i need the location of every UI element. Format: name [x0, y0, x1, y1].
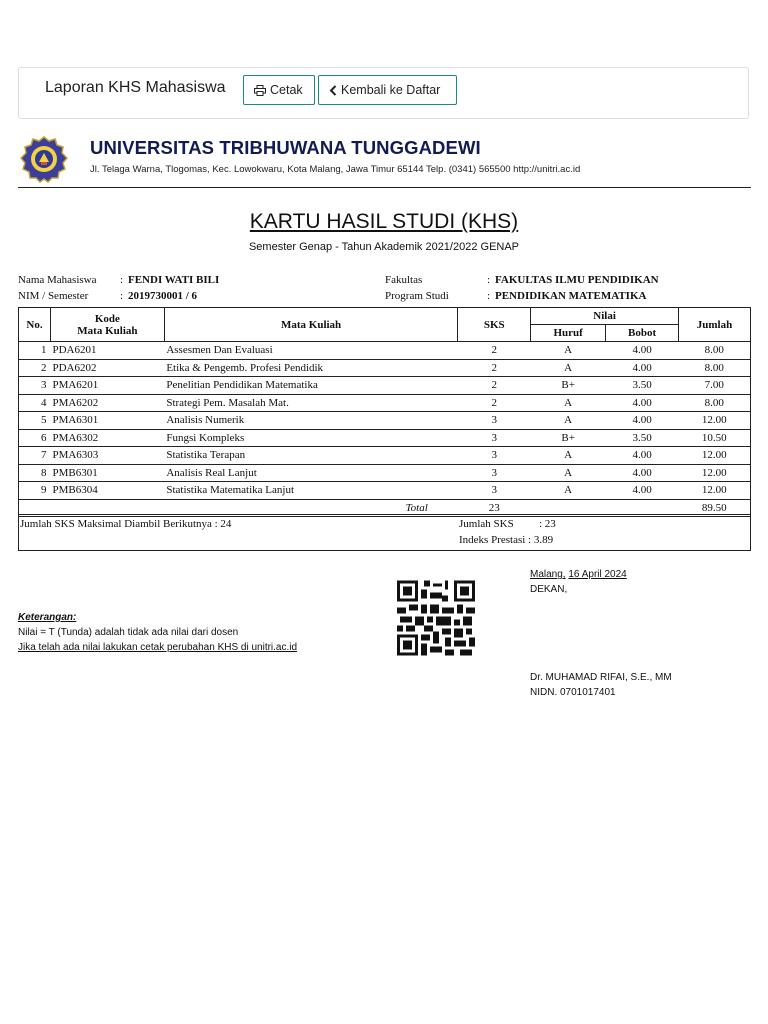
header-jumlah: Jumlah	[679, 308, 751, 342]
back-label: Kembali ke Daftar	[341, 83, 441, 97]
signature-name: Dr. MUHAMAD RIFAI, S.E., MM	[530, 672, 672, 683]
table-row	[19, 464, 751, 482]
table-row	[19, 482, 751, 500]
grades-table	[18, 307, 751, 517]
university-name: UNIVERSITAS TRIBHUWANA TUNGGADEWI	[90, 137, 481, 158]
cell-kode: PMA6303	[50, 447, 164, 465]
cell-bobot: 4.00	[606, 464, 679, 482]
cell-jumlah: 12.00	[679, 464, 751, 482]
cell-bobot: 4.00	[606, 394, 679, 412]
table-row	[19, 394, 751, 412]
cell-huruf: A	[531, 464, 606, 482]
cell-sks: 2	[458, 394, 531, 412]
table-row	[19, 447, 751, 465]
keterangan-line1: Nilai = T (Tunda) adalah tidak ada nilai dari dosen	[18, 627, 239, 638]
print-button[interactable]	[243, 75, 315, 105]
header-mata-kuliah: Mata Kuliah	[164, 308, 457, 342]
cell-jumlah: 10.50	[679, 429, 751, 447]
cell-sks: 3	[458, 464, 531, 482]
header-nilai: Nilai	[531, 308, 679, 325]
document-title: KARTU HASIL STUDI (KHS)	[249, 210, 519, 233]
table-row	[19, 412, 751, 430]
table-row	[19, 429, 751, 447]
total-jumlah: 89.50	[679, 499, 751, 517]
cell-bobot: 4.00	[606, 482, 679, 500]
table-row	[19, 359, 751, 377]
cell-kode: PMB6301	[50, 464, 164, 482]
student-nim: 2019730001 / 6	[128, 290, 198, 302]
jumlah-sks-label: Jumlah SKS	[459, 518, 514, 530]
cell-mata-kuliah: Fungsi Kompleks	[164, 429, 457, 447]
cell-sks: 3	[458, 482, 531, 500]
cell-huruf: A	[531, 359, 606, 377]
signature-position: DEKAN,	[530, 584, 568, 595]
university-logo	[18, 135, 70, 183]
cell-jumlah: 12.00	[679, 447, 751, 465]
cell-kode: PDA6202	[50, 359, 164, 377]
signature-place-date	[530, 569, 627, 580]
cell-kode: PMA6301	[50, 412, 164, 430]
cell-kode: PMA6302	[50, 429, 164, 447]
cell-huruf: A	[531, 342, 606, 360]
cell-huruf: A	[531, 447, 606, 465]
letterhead	[18, 135, 751, 188]
header-kode-line1: Kode	[94, 312, 120, 325]
cell-mata-kuliah: Analisis Real Lanjut	[164, 464, 457, 482]
cell-bobot: 4.00	[606, 447, 679, 465]
header-kode-line2: Mata Kuliah	[77, 324, 138, 337]
header-no: No.	[19, 308, 51, 342]
report-toolbar	[18, 67, 749, 119]
back-to-list-button[interactable]	[318, 75, 457, 105]
header-huruf: Huruf	[531, 325, 606, 342]
header-kode	[50, 308, 164, 342]
cell-huruf: A	[531, 412, 606, 430]
cell-mata-kuliah: Penelitian Pendidikan Matematika	[164, 377, 457, 395]
indeks-prestasi: Indeks Prestasi : 3.89	[459, 534, 554, 546]
cell-sks: 2	[458, 359, 531, 377]
cell-jumlah: 8.00	[679, 342, 751, 360]
cell-no: 8	[19, 464, 51, 482]
qr-code	[397, 580, 475, 656]
university-address: Jl. Telaga Warna, Tlogomas, Kec. Lowokwaru, Kota Malang, Jawa Timur 65144 Telp. (0341) 565500 http://unitri.ac.id	[90, 164, 581, 175]
cell-mata-kuliah: Statistika Matematika Lanjut	[164, 482, 457, 500]
cell-no: 7	[19, 447, 51, 465]
nim-colon: :	[120, 290, 124, 302]
cell-huruf: B+	[531, 377, 606, 395]
table-row	[19, 342, 751, 360]
cell-no: 5	[19, 412, 51, 430]
student-program: PENDIDIKAN MATEMATIKA	[495, 290, 647, 302]
cell-no: 1	[19, 342, 51, 360]
keterangan-line2[interactable]: Jika telah ada nilai lakukan cetak perubahan KHS di unitri.ac.id	[18, 642, 298, 653]
summary-box	[18, 514, 751, 551]
report-title: Laporan KHS Mahasiswa	[45, 79, 226, 96]
signature-place: Malang,	[530, 569, 566, 580]
cell-sks: 3	[458, 429, 531, 447]
cell-jumlah: 7.00	[679, 377, 751, 395]
signature-nidn: NIDN. 0701017401	[530, 687, 616, 698]
cell-bobot: 3.50	[606, 429, 679, 447]
signature-date: 16 April 2024	[568, 569, 627, 580]
cell-no: 4	[19, 394, 51, 412]
chevron-left-icon	[329, 85, 337, 96]
table-row	[19, 377, 751, 395]
name-label: Nama Mahasiswa	[18, 274, 97, 286]
cell-mata-kuliah: Analisis Numerik	[164, 412, 457, 430]
print-label: Cetak	[270, 83, 303, 97]
keterangan-title: Keterangan:	[18, 612, 77, 623]
total-label: Total	[19, 499, 458, 517]
cell-kode: PDA6201	[50, 342, 164, 360]
header-bobot: Bobot	[606, 325, 679, 342]
cell-huruf: B+	[531, 429, 606, 447]
cell-sks: 3	[458, 447, 531, 465]
cell-mata-kuliah: Etika & Pengemb. Profesi Pendidik	[164, 359, 457, 377]
cell-huruf: A	[531, 394, 606, 412]
program-colon: :	[487, 290, 491, 302]
cell-kode: PMA6201	[50, 377, 164, 395]
cell-jumlah: 12.00	[679, 412, 751, 430]
student-faculty: FAKULTAS ILMU PENDIDIKAN	[495, 274, 659, 286]
print-icon	[254, 85, 266, 96]
name-colon: :	[120, 274, 124, 286]
cell-mata-kuliah: Statistika Terapan	[164, 447, 457, 465]
cell-jumlah: 8.00	[679, 394, 751, 412]
cell-bobot: 4.00	[606, 412, 679, 430]
student-name: FENDI WATI BILI	[128, 274, 220, 286]
cell-kode: PMB6304	[50, 482, 164, 500]
cell-huruf: A	[531, 482, 606, 500]
cell-bobot: 3.50	[606, 377, 679, 395]
cell-no: 6	[19, 429, 51, 447]
header-sks: SKS	[458, 308, 531, 342]
cell-jumlah: 12.00	[679, 482, 751, 500]
nim-label: NIM / Semester	[18, 290, 89, 302]
cell-no: 3	[19, 377, 51, 395]
cell-mata-kuliah: Strategi Pem. Masalah Mat.	[164, 394, 457, 412]
faculty-colon: :	[487, 274, 491, 286]
document-subtitle: Semester Genap - Tahun Akademik 2021/2022 GENAP	[248, 241, 520, 253]
cell-sks: 2	[458, 342, 531, 360]
max-sks-next: Jumlah SKS Maksimal Diambil Berikutnya : 24	[20, 518, 232, 530]
cell-bobot: 4.00	[606, 359, 679, 377]
jumlah-sks-value: : 23	[539, 518, 556, 530]
cell-no: 9	[19, 482, 51, 500]
cell-sks: 3	[458, 412, 531, 430]
cell-bobot: 4.00	[606, 342, 679, 360]
program-label: Program Studi	[385, 290, 449, 302]
cell-jumlah: 8.00	[679, 359, 751, 377]
cell-mata-kuliah: Assesmen Dan Evaluasi	[164, 342, 457, 360]
total-sks: 23	[458, 499, 531, 517]
cell-sks: 2	[458, 377, 531, 395]
faculty-label: Fakultas	[385, 274, 423, 286]
cell-kode: PMA6202	[50, 394, 164, 412]
cell-no: 2	[19, 359, 51, 377]
